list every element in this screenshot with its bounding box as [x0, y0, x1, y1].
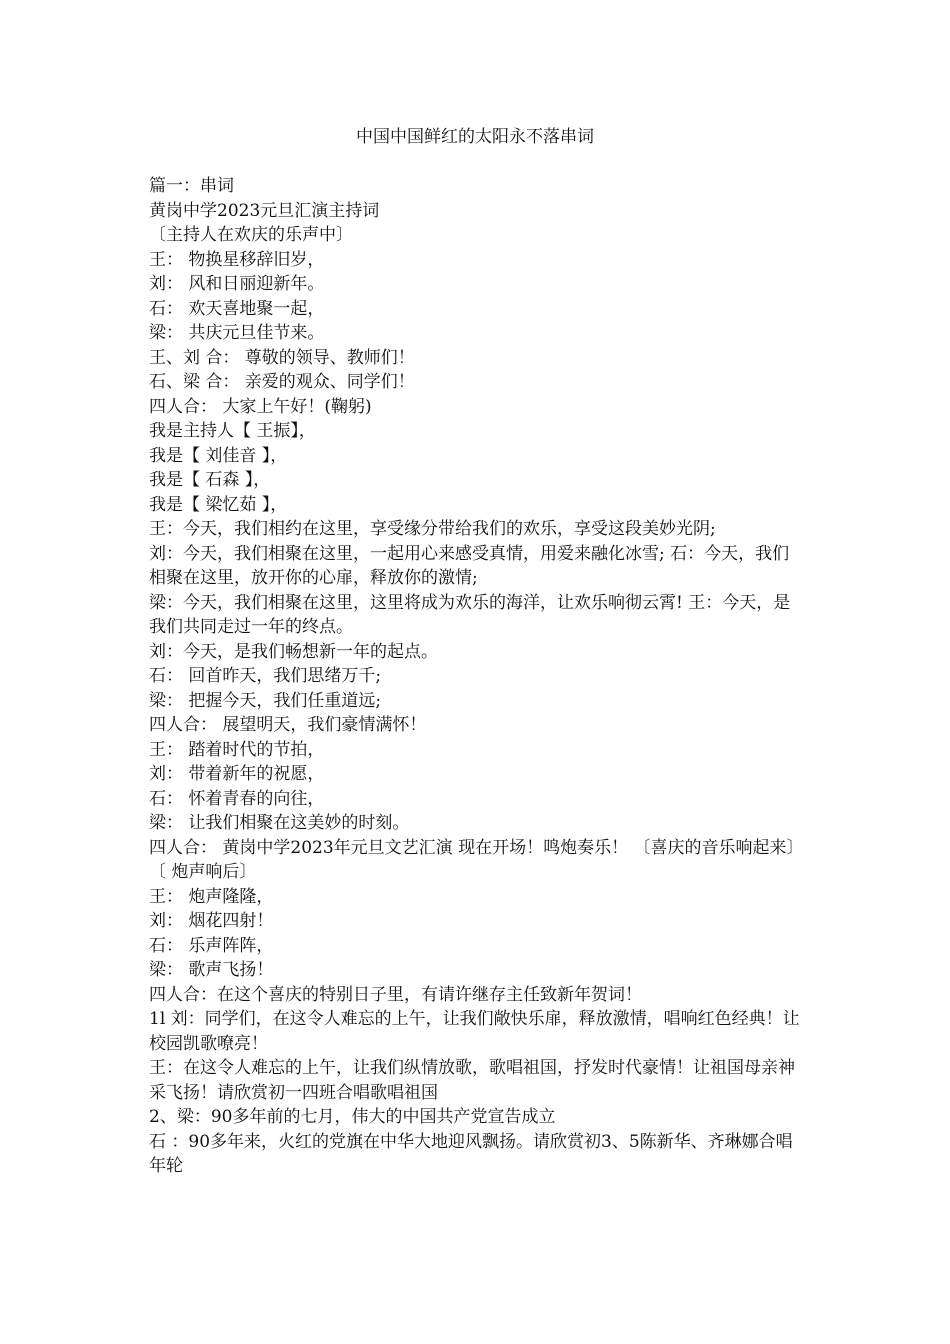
text-paragraph: 四人合：在这个喜庆的特别日子里，有请许继存主任致新年贺词！	[149, 984, 642, 1005]
text-line: 石： 乐声阵阵，	[149, 935, 274, 956]
text-paragraph: 2、梁：90多年前的七月，伟大的中国共产党宣告成立	[149, 1107, 556, 1127]
text-line: 王： 踏着时代的节拍，	[149, 739, 325, 760]
text-paragraph: 刘：今天，我们相聚在这里，一起用心来感受真情，用爱来融化冰雪; 石：今天，我们相聚在这里，放开你的心扉，释放你的激情;	[149, 543, 790, 588]
text-line: 我是【 刘佳音 】，	[149, 445, 288, 466]
text-line: 刘： 风和日丽迎新年。	[149, 274, 325, 294]
text-line: 〔 炮声响后〕	[149, 862, 257, 882]
text-line: 黄岗中学2023元旦汇演主持词	[149, 200, 380, 221]
text-paragraph: 1l 刘：同学们，在这令人难忘的上午，让我们敞快乐扉，释放激情，唱响红色经典！让校园凯歌嘹亮！	[149, 1009, 800, 1054]
text-line: 四人合： 大家上午好！(鞠躬)	[149, 396, 372, 417]
text-line: 石： 怀着青春的向往，	[149, 788, 325, 809]
text-line: 四人合： 展望明天，我们豪情满怀！	[149, 715, 427, 735]
document-title: 中国中国鲜红的太阳永不落串词	[356, 127, 594, 147]
text-paragraph: 王：在这令人难忘的上午，让我们纵情放歌，歌唱祖国，抒发时代豪情！让祖国母亲神采飞扬！请欣赏初一四班合唱歌唱祖国	[149, 1058, 795, 1103]
text-line: 梁： 歌声飞扬！	[149, 960, 274, 980]
text-paragraph: 石 ：90多年来，火红的党旗在中华大地迎风飘扬。请欣赏初3、5陈新华、齐琳娜合唱年轮	[149, 1131, 793, 1176]
text-line: 刘： 带着新年的祝愿，	[149, 764, 325, 784]
text-line: 篇一：串词	[149, 176, 234, 196]
text-line: 王： 炮声隆隆，	[149, 886, 274, 907]
text-line: 〔主持人在欢庆的乐声中〕	[149, 225, 353, 245]
text-paragraph: 王：今天，我们相约在这里，享受缘分带给我们的欢乐，享受这段美妙光阴;	[149, 519, 716, 539]
document-body	[149, 174, 805, 1179]
text-line: 石、梁 合： 亲爱的观众、同学们！	[149, 372, 415, 392]
text-line: 梁： 共庆元旦佳节来。	[149, 323, 325, 343]
text-line: 我是主持人【 王振】，	[149, 421, 316, 441]
text-line: 我是【 石森 】，	[149, 470, 271, 490]
text-line: 刘：今天，是我们畅想新一年的起点。	[149, 641, 438, 662]
text-line: 石： 回首昨天，我们思绪万千;	[149, 666, 382, 686]
text-line: 我是【 梁忆茹 】，	[149, 494, 288, 515]
text-line: 王、刘 合： 尊敬的领导、教师们！	[149, 347, 415, 368]
text-line: 王： 物换星移辞旧岁，	[149, 249, 325, 270]
text-line: 石： 欢天喜地聚一起，	[149, 298, 325, 319]
text-paragraph: 梁：今天，我们相聚在这里，这里将成为欢乐的海洋，让欢乐响彻云霄! 王：今天，是我们共同走过一年的终点。	[149, 592, 791, 637]
text-line: 梁： 让我们相聚在这美妙的时刻。	[149, 813, 410, 833]
text-line: 刘： 烟花四射！	[149, 911, 274, 931]
text-line: 梁： 把握今天，我们任重道远;	[149, 690, 382, 711]
text-paragraph: 四人合： 黄岗中学2023年元旦文艺汇演 现在开场！鸣炮奏乐！ 〔喜庆的音乐响起来〕	[149, 837, 804, 858]
